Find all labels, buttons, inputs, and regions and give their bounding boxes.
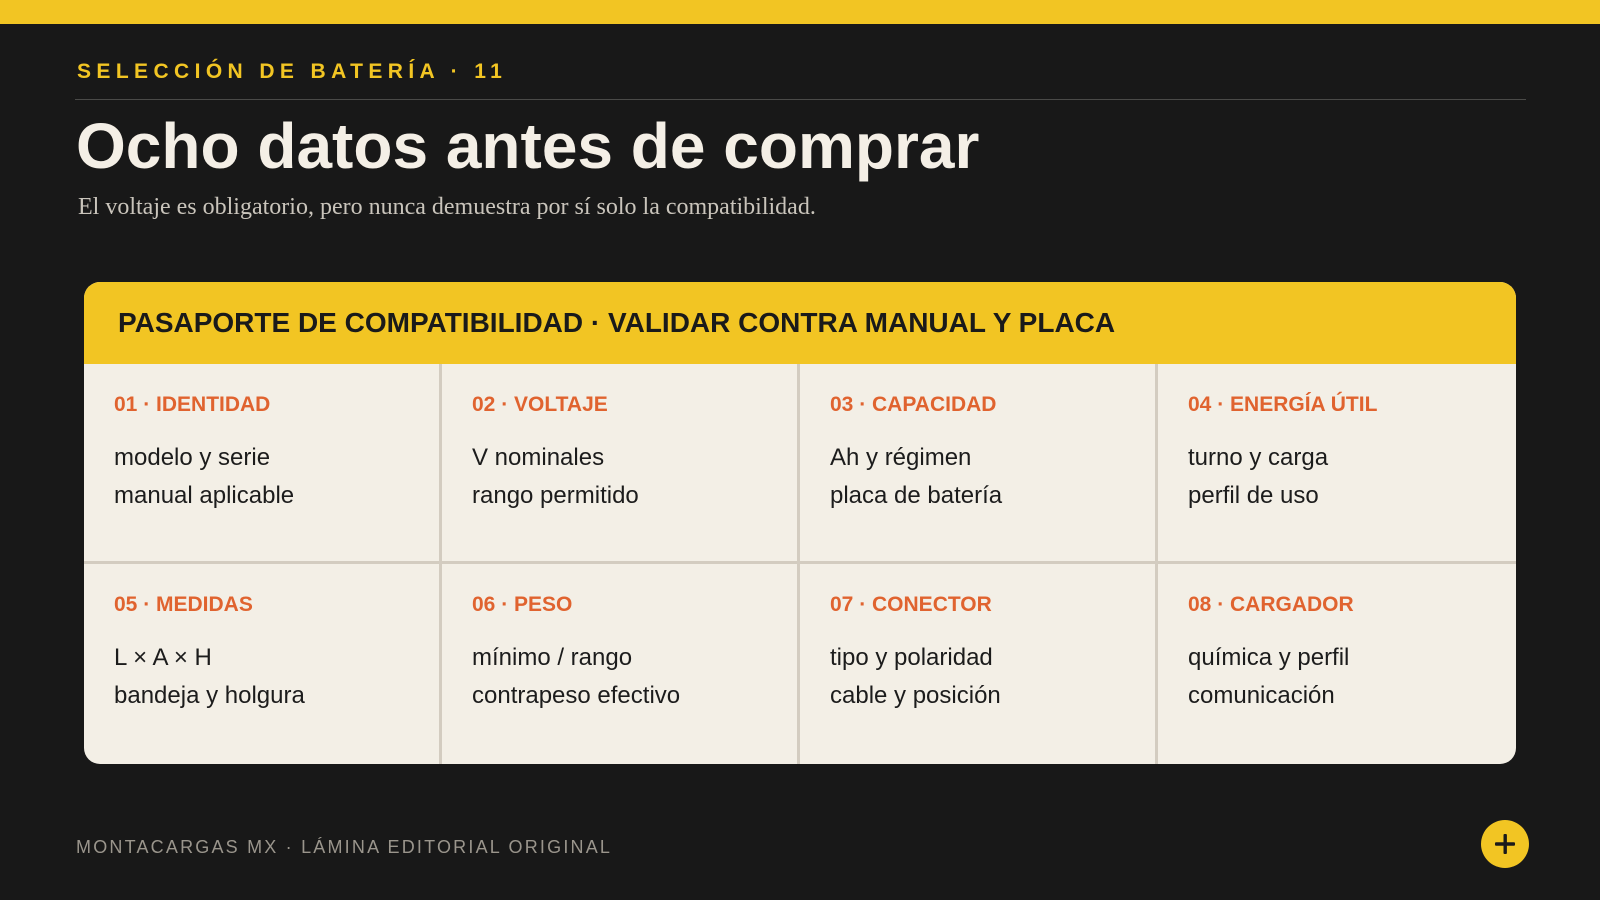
checklist-item-energia-util: [1158, 364, 1516, 564]
top-accent-bar: [0, 0, 1600, 24]
item-detail: rango permitido: [472, 482, 639, 509]
plus-icon: [1493, 832, 1517, 856]
checklist-grid: [84, 364, 1516, 764]
item-detail: comunicación: [1188, 682, 1335, 709]
card-header-title: PASAPORTE DE COMPATIBILIDAD · VALIDAR CONTRA MANUAL Y PLACA: [118, 307, 1116, 338]
item-detail: bandeja y holgura: [114, 682, 305, 709]
item-detail: L × A × H: [114, 644, 212, 671]
item-detail: química y perfil: [1188, 644, 1350, 671]
card-header: [84, 282, 1516, 364]
checklist-item-voltaje: [442, 364, 800, 564]
add-button[interactable]: [1481, 820, 1529, 868]
compatibility-card: [84, 282, 1516, 764]
checklist-item-peso: [442, 564, 800, 764]
item-label: 05 · MEDIDAS: [114, 593, 253, 616]
item-detail: Ah y régimen: [830, 444, 972, 471]
page-title: Ocho datos antes de comprar: [76, 110, 980, 182]
item-detail: perfil de uso: [1188, 482, 1319, 509]
checklist-item-medidas: [84, 564, 442, 764]
item-detail: tipo y polaridad: [830, 644, 993, 671]
item-detail: turno y carga: [1188, 444, 1329, 471]
item-detail: mínimo / rango: [472, 644, 633, 671]
item-label: 04 · ENERGÍA ÚTIL: [1188, 393, 1378, 416]
section-kicker: SELECCIÓN DE BATERÍA · 11: [77, 60, 508, 83]
item-label: 08 · CARGADOR: [1188, 593, 1354, 616]
item-detail: cable y posición: [830, 682, 1001, 709]
checklist-item-identidad: [84, 364, 442, 564]
item-label: 07 · CONECTOR: [830, 593, 992, 616]
item-detail: modelo y serie: [114, 444, 271, 471]
item-label: 03 · CAPACIDAD: [830, 393, 997, 416]
footer-credit: MONTACARGAS MX · LÁMINA EDITORIAL ORIGINAL: [76, 837, 613, 857]
checklist-item-cargador: [1158, 564, 1516, 764]
item-label: 02 · VOLTAJE: [472, 393, 608, 416]
checklist-item-capacidad: [800, 364, 1158, 564]
item-detail: placa de batería: [830, 482, 1003, 509]
header-divider: [75, 99, 1526, 100]
checklist-item-conector: [800, 564, 1158, 764]
item-label: 01 · IDENTIDAD: [114, 393, 271, 416]
item-detail: manual aplicable: [114, 482, 295, 509]
item-detail: V nominales: [472, 444, 605, 471]
page-subtitle: El voltaje es obligatorio, pero nunca demuestra por sí solo la compatibilidad.: [78, 194, 816, 220]
item-detail: contrapeso efectivo: [472, 682, 681, 709]
item-label: 06 · PESO: [472, 593, 573, 616]
